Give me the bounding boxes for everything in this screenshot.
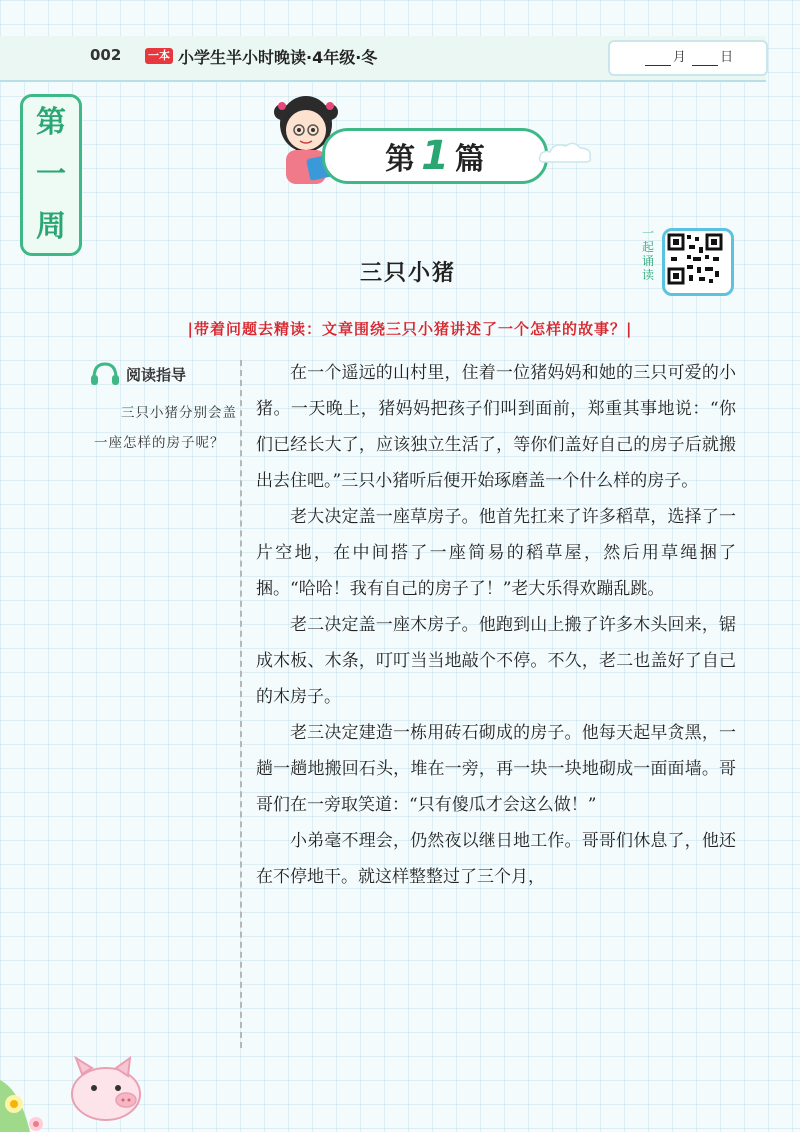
week-char: 第 xyxy=(36,105,66,140)
headphones-icon xyxy=(90,362,120,386)
page-header xyxy=(0,36,766,82)
qr-code-icon xyxy=(665,231,725,287)
reading-guide xyxy=(90,362,240,458)
section-suffix: 篇 xyxy=(454,142,485,177)
article-paragraph: 老三决定建造一栋用砖石砌成的房子。他每天起早贪黑，一趟一趟地搬回石头，堆在一旁，再一块一块地砌成一面面墙。哥哥们在一旁取笑道：“只有傻瓜才会这么做！” xyxy=(256,723,736,815)
book-badge: 一本 xyxy=(145,48,173,64)
cloud-decoration xyxy=(538,140,594,166)
month-blank xyxy=(645,49,671,66)
week-char: 周 xyxy=(36,209,66,244)
day-label: 日 xyxy=(720,50,734,65)
article-paragraph: 老大决定盖一座草房子。他首先扛来了许多稻草，选择了一片空地，在中间搭了一座简易的稻草屋，然后用草绳捆了捆。“哈哈！我有自己的房子了！”老大乐得欢蹦乱跳。 xyxy=(256,507,736,599)
article-paragraph: 老二决定盖一座木房子。他跑到山上搬了许多木头回来，锯成木板、木条，叮叮当当地敲个不停。不久，老二也盖好了自己的木房子。 xyxy=(256,615,736,707)
qr-code-block[interactable] xyxy=(640,218,730,298)
section-prefix: 第 xyxy=(385,142,416,177)
story-title: 三只小猪 xyxy=(360,261,457,286)
reading-question: |带着问题去精读：文章围绕三只小猪讲述了一个怎样的故事？| xyxy=(187,320,633,338)
section-title xyxy=(322,128,548,184)
flower-decoration xyxy=(0,1040,60,1132)
pig-illustration xyxy=(60,1050,150,1125)
week-char: 一 xyxy=(36,157,66,192)
guide-title: 阅读指导 xyxy=(126,365,187,384)
article-body xyxy=(256,355,736,895)
section-banner xyxy=(270,84,590,194)
article-paragraph: 在一个遥远的山村里，住着一位猪妈妈和她的三只可爱的小猪。一天晚上，猪妈妈把孩子们叫到面前，郑重其事地说：“你们已经长大了，应该独立生活了，等你们盖好自己的房子后就搬出去住吧。”三只小猪听后便开始琢磨盖一个什么样的房子。 xyxy=(256,363,736,491)
day-blank xyxy=(692,49,718,66)
week-badge xyxy=(20,94,82,256)
book-title: 小学生半小时晚读·4年级·冬 xyxy=(178,48,378,67)
guide-body: 三只小猪分别会盖一座怎样的房子呢？ xyxy=(94,405,237,451)
date-field xyxy=(608,40,768,76)
qr-label: 一 起 诵 读 xyxy=(641,226,654,282)
section-number: 1 xyxy=(421,133,449,179)
article-paragraph: 小弟毫不理会，仍然夜以继日地工作。哥哥们休息了，他还在不停地干。就这样整整过了三个月， xyxy=(256,831,736,887)
qr-code[interactable] xyxy=(662,228,734,296)
month-label: 月 xyxy=(672,50,686,65)
page-number: 002 xyxy=(90,46,122,64)
column-divider xyxy=(240,360,242,1048)
